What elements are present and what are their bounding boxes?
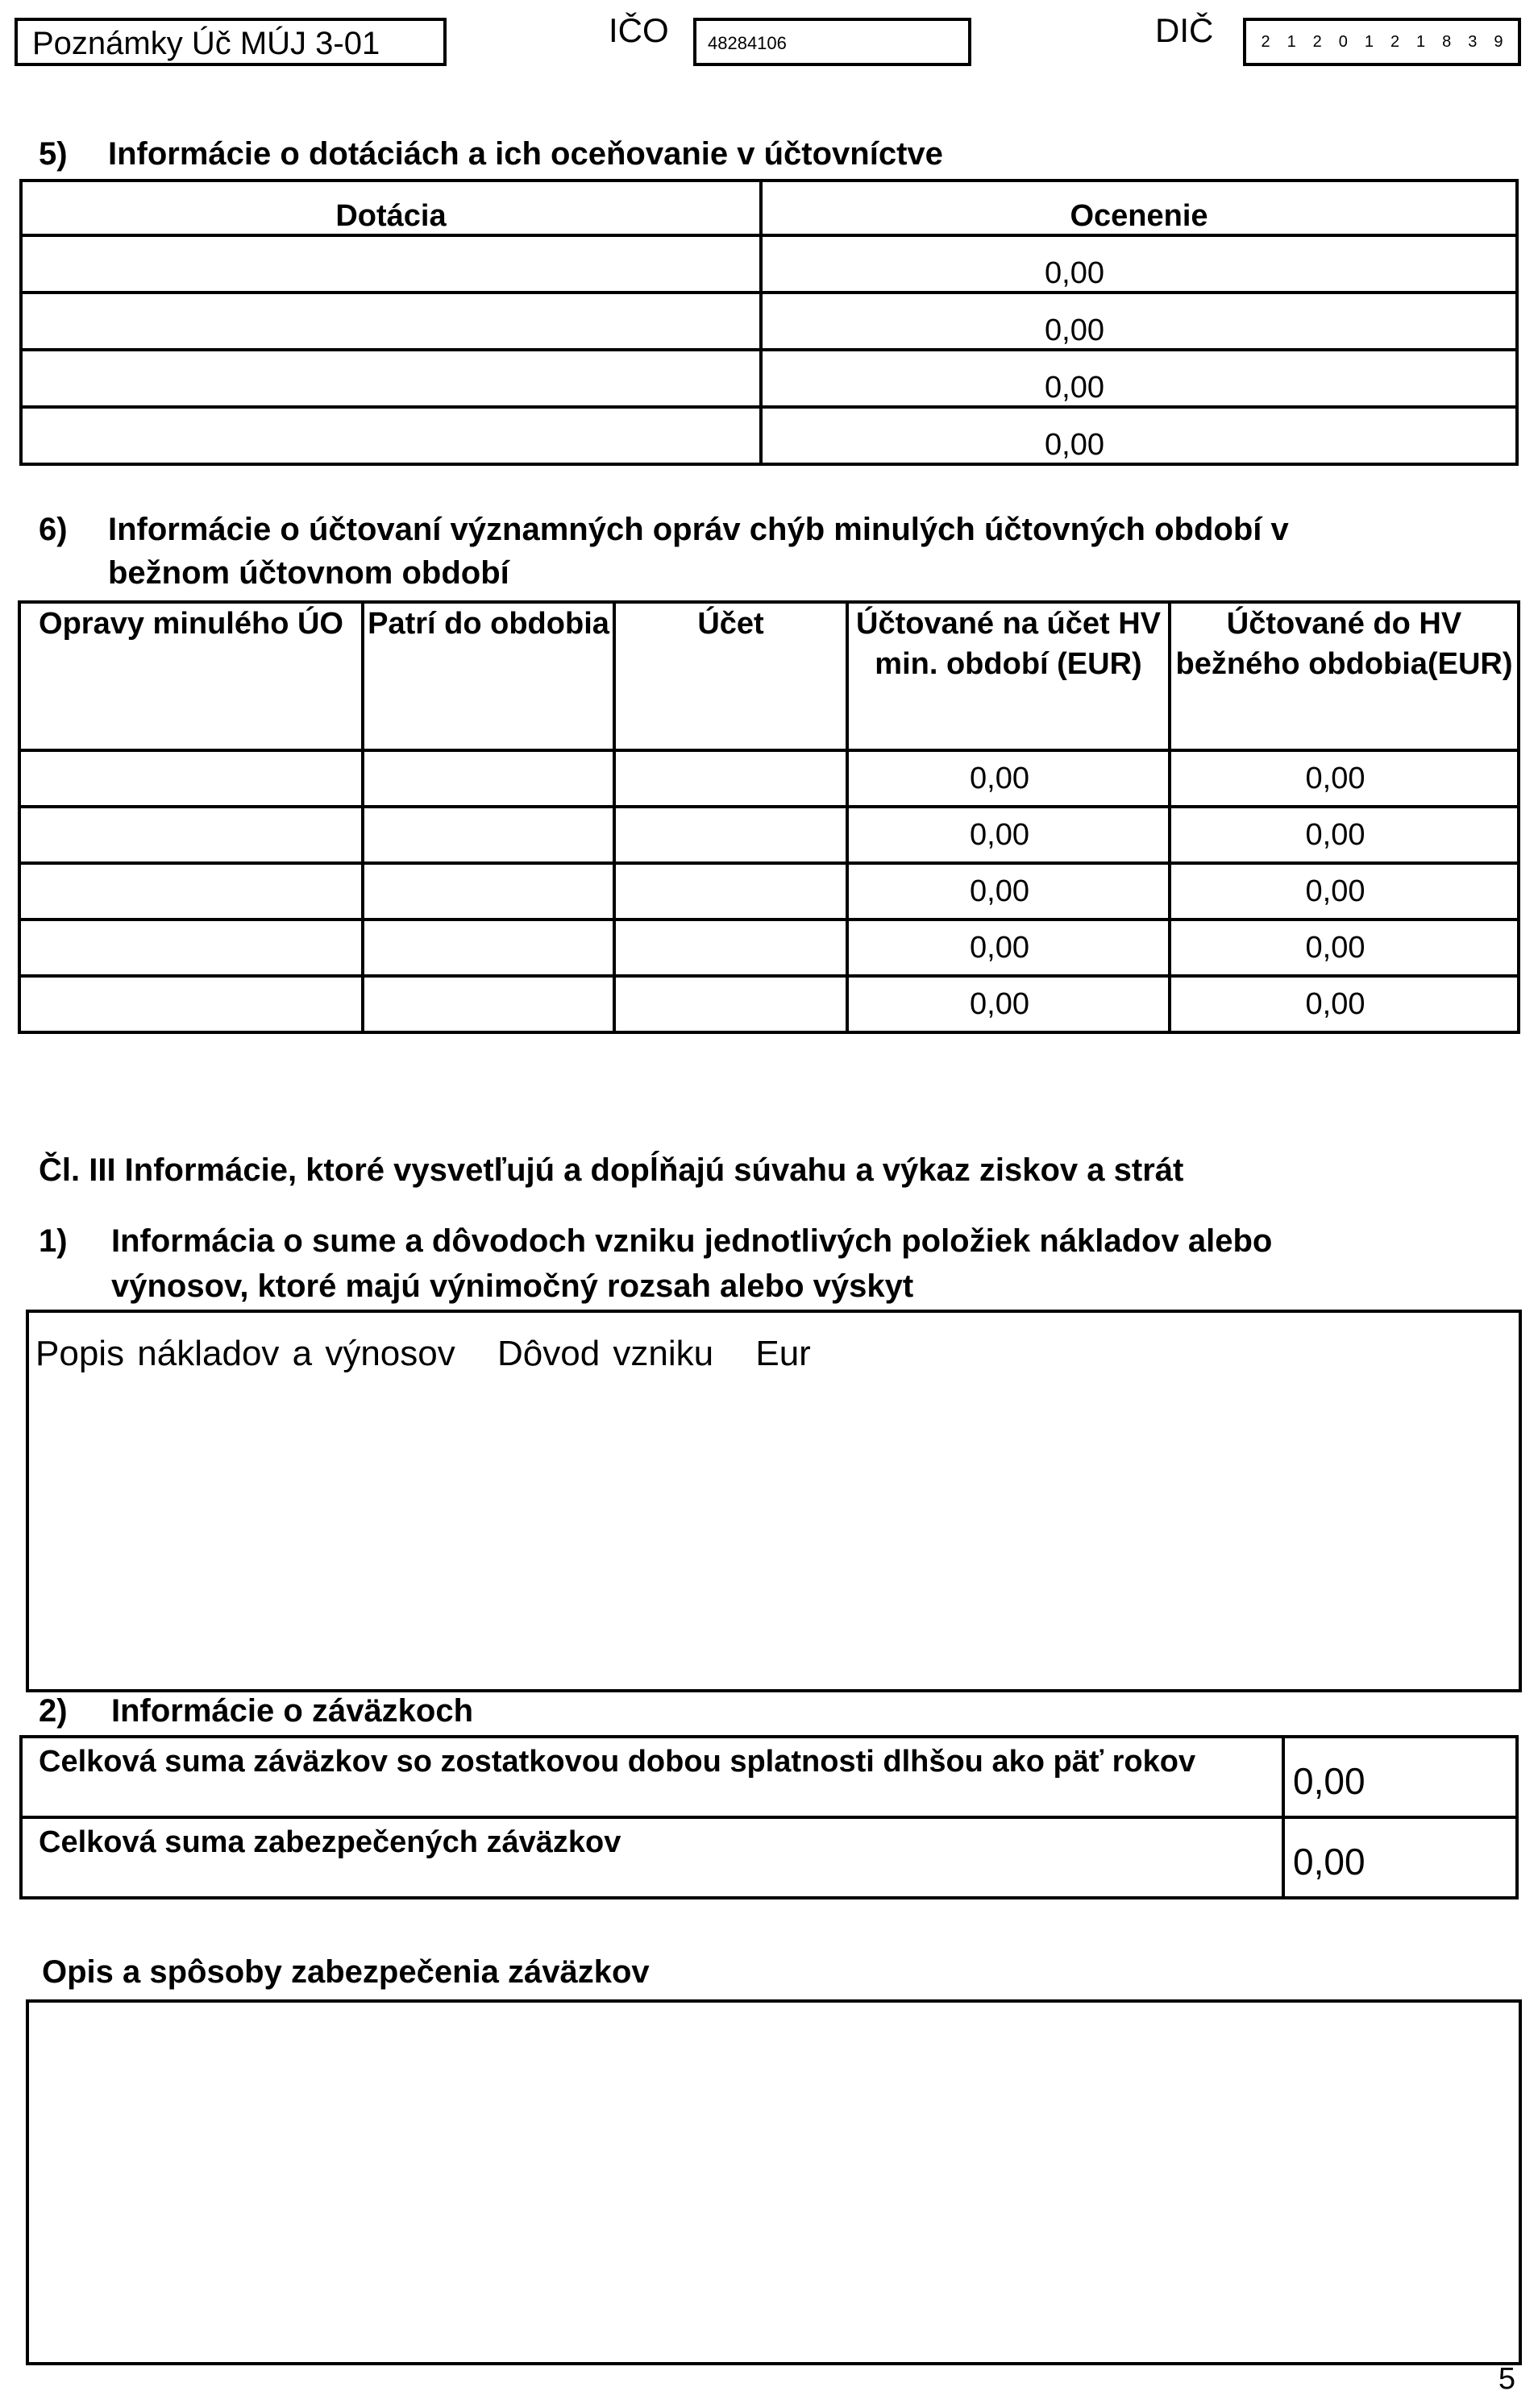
dic-digit: 9 [1494,32,1503,51]
hv-bezne-cell: 0,00 [1170,863,1519,920]
popis-label: Popis nákladov a výnosov [35,1334,455,1373]
section2-title: Informácie o záväzkoch [111,1693,474,1729]
ico-label: IČO [609,11,669,49]
form-title: Poznámky Úč MÚJ 3-01 [15,18,447,66]
dic-digit: 0 [1338,32,1348,51]
opis-box [26,1999,1522,2365]
dotacia-cell [21,235,761,293]
section2-number: 2) [39,1693,68,1729]
hv-min-cell: 0,00 [847,750,1170,807]
col-patri: Patrí do obdobia [363,602,614,750]
hv-bezne-cell: 0,00 [1170,976,1519,1032]
ocenenie-cell: 0,00 [761,407,1517,464]
section6-title-line2: bežnom účtovnom období [108,555,509,591]
popis-nakladov-box [26,1310,1522,1692]
table-row [21,1737,1517,1817]
hv-min-cell: 0,00 [847,807,1170,863]
dic-digit: 1 [1364,32,1374,51]
chapter3-title: Čl. III Informácie, ktoré vysvetľujú a dopĺňajú súvahu a výkaz ziskov a strát [39,1152,1184,1188]
ocenenie-cell: 0,00 [761,350,1517,407]
table-row [21,293,1517,350]
dic-digit: 8 [1442,32,1452,51]
table-row [21,407,1517,464]
ocenenie-cell: 0,00 [761,235,1517,293]
section5-title: Informácie o dotáciách a ich oceňovanie v účtovníctve [108,136,943,172]
table-row [19,750,1519,807]
hv-min-cell: 0,00 [847,920,1170,976]
hv-bezne-cell: 0,00 [1170,807,1519,863]
dic-digit: 3 [1468,32,1478,51]
dic-digit: 2 [1312,32,1322,51]
dic-digit: 1 [1416,32,1426,51]
section5-number: 5) [39,136,68,172]
hv-min-cell: 0,00 [847,863,1170,920]
dotacie-table [19,179,1519,466]
opis-title: Opis a spôsoby zabezpečenia záväzkov [42,1954,650,1990]
dic-digit: 2 [1390,32,1400,51]
hv-bezne-cell: 0,00 [1170,920,1519,976]
zavazky-5rokov-value: 0,00 [1283,1737,1517,1817]
dic-label: DIČ [1155,11,1214,49]
page-number: 5 [1498,2362,1515,2396]
dic-value [1243,18,1521,66]
dic-digit: 2 [1261,32,1270,51]
hv-bezne-cell: 0,00 [1170,750,1519,807]
table-row [19,976,1519,1032]
ico-value: 48284106 [693,18,971,66]
col-dotacia: Dotácia [21,181,761,235]
dotacia-cell [21,350,761,407]
section1-title-line1: Informácia o sume a dôvodoch vzniku jednotlivých položiek nákladov alebo [111,1223,1273,1259]
col-opravy: Opravy minulého ÚO [19,602,363,750]
col-ocenenie: Ocenenie [761,181,1517,235]
section1-number: 1) [39,1223,68,1259]
table-row [19,920,1519,976]
opravy-table [18,600,1520,1034]
eur-label: Eur [755,1334,811,1373]
table-row [21,350,1517,407]
table-row [19,863,1519,920]
hv-min-cell: 0,00 [847,976,1170,1032]
ocenenie-cell: 0,00 [761,293,1517,350]
col-ucet: Účet [614,602,847,750]
dotacia-cell [21,407,761,464]
zavazky-5rokov-label: Celková suma záväzkov so zostatkovou dobou splatnosti dlhšou ako päť rokov [21,1737,1283,1817]
table-row [21,1817,1517,1898]
section1-title-line2: výnosov, ktoré majú výnimočný rozsah alebo výskyt [111,1268,914,1304]
table-row [21,235,1517,293]
col-hv-bezne: Účtované do HV bežného obdobia(EUR) [1170,602,1519,750]
section6-number: 6) [39,512,68,547]
zabezpecene-zavazky-value: 0,00 [1283,1817,1517,1898]
zavazky-table [19,1735,1519,1899]
table-row [19,807,1519,863]
dovod-label: Dôvod vzniku [497,1334,714,1373]
section6-title-line1: Informácie o účtovaní významných opráv chýb minulých účtovných období v [108,512,1289,547]
dic-digit: 1 [1287,32,1296,51]
col-hv-min: Účtované na účet HV min. období (EUR) [847,602,1170,750]
dotacia-cell [21,293,761,350]
zabezpecene-zavazky-label: Celková suma zabezpečených záväzkov [21,1817,1283,1898]
